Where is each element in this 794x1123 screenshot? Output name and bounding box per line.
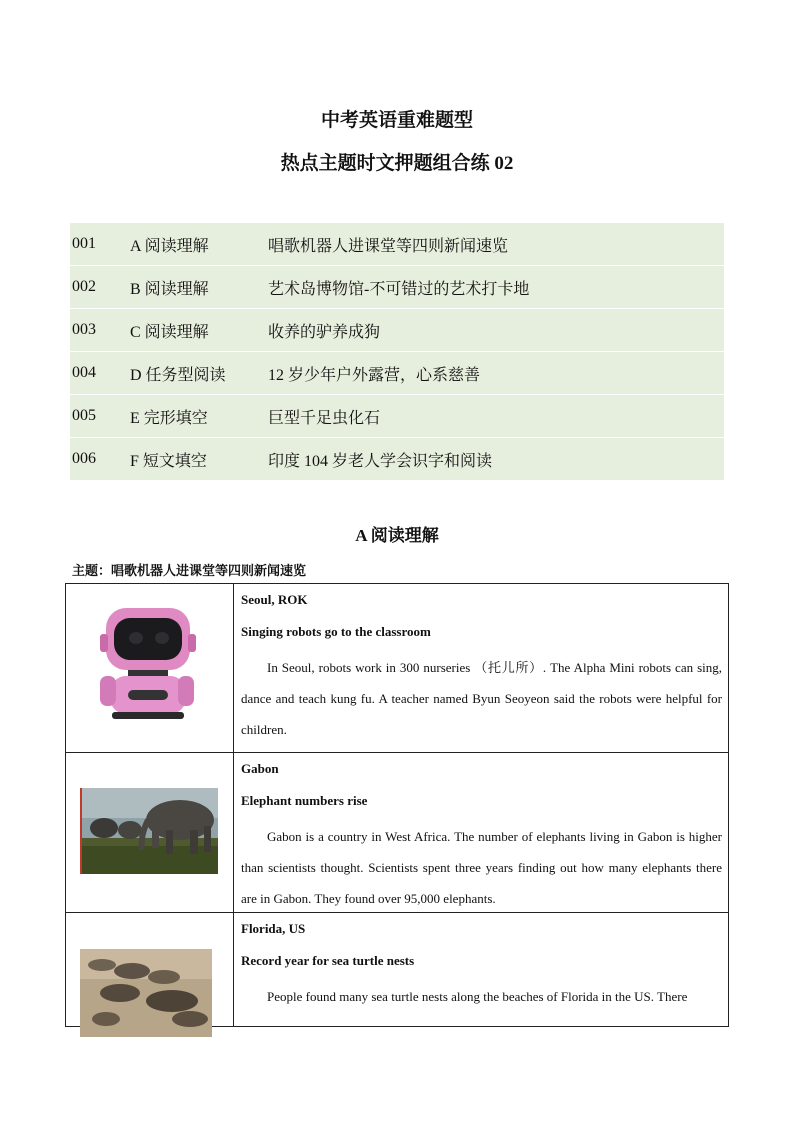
toc-topic: 艺术岛博物馆-不可错过的艺术打卡地 [268,280,530,298]
news-text-cell [234,913,729,1026]
news-place: Florida, US [241,921,306,936]
toc-row [70,395,724,438]
toc-type: D 任务型阅读 [130,366,226,384]
toc-row [70,352,724,395]
table-row [66,913,729,1027]
toc-number: 003 [72,321,96,338]
toc-number: 004 [72,364,96,381]
image-cell [66,753,234,912]
news-body: In Seoul, robots work in 300 nurseries （托儿所）. The Alpha Mini robots can sing, dance and teach kung fu. A teacher named Byun Seoyeon said the robots were helpful for children. [241,660,722,737]
sea-turtles-image [80,949,212,1037]
image-cell [66,584,234,752]
section-title: A 阅读理解 [355,526,439,545]
toc-topic: 印度 104 岁老人学会识字和阅读 [268,452,493,470]
table-row [66,753,729,913]
news-text-cell [234,753,729,912]
toc-topic: 收养的驴养成狗 [268,323,381,341]
toc-type: A 阅读理解 [130,237,209,255]
toc-number: 001 [72,235,96,252]
document-title: 中考英语重难题型 [320,110,473,131]
elephants-image [80,788,218,874]
news-headline: Record year for sea turtle nests [241,953,415,968]
news-headline: Elephant numbers rise [241,793,368,808]
pink-robot-image [98,608,196,720]
toc-number: 006 [72,450,96,467]
document-subtitle: 热点主题时文押题组合练 02 [280,153,514,174]
news-body: People found many sea turtle nests along the beaches of Florida in the US. There [267,989,688,1004]
section-theme: 主题：唱歌机器人进课堂等四则新闻速览 [72,564,307,579]
toc-topic: 巨型千足虫化石 [268,409,381,427]
news-text-cell [234,584,729,752]
news-place: Seoul, ROK [241,592,308,607]
toc-row [70,309,724,352]
table-of-contents [70,223,724,481]
news-table [65,583,729,1027]
image-cell [66,913,234,1026]
news-headline: Singing robots go to the classroom [241,624,431,639]
toc-type: C 阅读理解 [130,323,209,341]
toc-row [70,266,724,309]
news-body: Gabon is a country in West Africa. The number of elephants living in Gabon is higher than scientists thought. Scientists spent three years finding out how many elephants there are in Gabon. They found over 95,000 elephants. [241,829,722,906]
toc-topic: 唱歌机器人进课堂等四则新闻速览 [268,237,509,255]
table-row [66,584,729,753]
toc-type: F 短文填空 [130,452,207,470]
toc-topic: 12 岁少年户外露营，心系慈善 [268,366,481,384]
toc-number: 002 [72,278,96,295]
toc-type: E 完形填空 [130,409,208,427]
toc-row [70,223,724,266]
toc-number: 005 [72,407,96,424]
toc-row [70,438,724,481]
news-place: Gabon [241,761,279,776]
toc-type: B 阅读理解 [130,280,209,298]
